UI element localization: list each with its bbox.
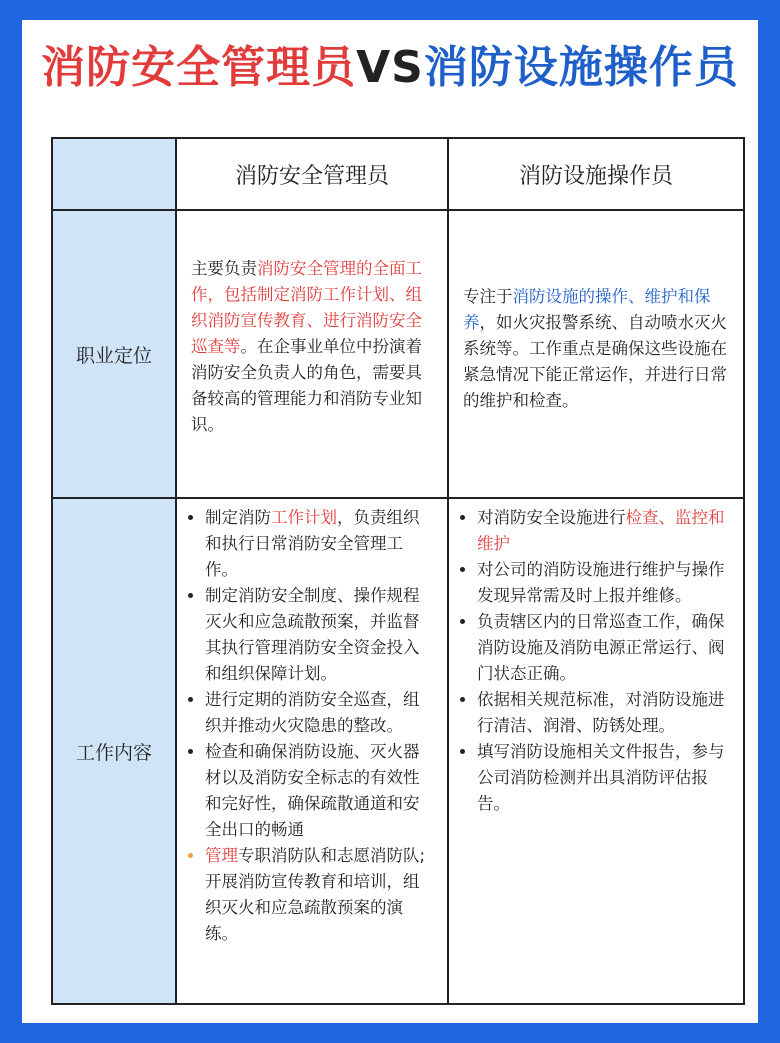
column-header-manager: 消防安全管理员 xyxy=(176,138,448,210)
table-row-positioning xyxy=(52,210,744,498)
list-item xyxy=(477,505,729,557)
list-item xyxy=(205,843,433,947)
title-manager: 消防安全管理员 xyxy=(41,42,357,93)
manager-positioning-text-rest: 。在企事业单位中扮演着消防安全负责人的角色，需要具备较高的管理能力和消防专业知识。 xyxy=(191,337,422,434)
list-item-text: 填写消防设施相关文件报告，参与公司消防检测并出具消防评估报告。 xyxy=(477,742,725,813)
list-item-highlight: 工作计划 xyxy=(271,508,337,527)
manager-positioning-text: 主要负责 xyxy=(191,259,257,278)
list-item-text-rest: 专职消防队和志愿消防队;开展消防宣传教育和培训，组织灭火和应急疏散预案的演练。 xyxy=(205,846,426,943)
operator-duties-list xyxy=(449,499,743,817)
list-item-text: 制定消防安全制度、操作规程灭火和应急疏散预案，并监督其执行管理消防安全资金投入和组织保障计划。 xyxy=(205,586,420,683)
list-item xyxy=(477,739,729,817)
header-corner-cell xyxy=(52,138,176,210)
list-item-highlight: 管理 xyxy=(205,846,238,865)
table-header-row xyxy=(52,138,744,210)
list-item-text: 制定消防 xyxy=(205,508,271,527)
list-item xyxy=(477,687,729,739)
list-item-text: 进行定期的消防安全巡查，组织并推动火灾隐患的整改。 xyxy=(205,690,420,735)
operator-positioning-text-rest: ，如火灾报警系统、自动喷水灭火系统等。工作重点是确保这些设施在紧急情况下能正常运作，并进行日常的维护和检查。 xyxy=(463,313,727,410)
row-header-positioning: 职业定位 xyxy=(52,210,176,498)
manager-duties-cell xyxy=(176,498,448,1004)
list-item xyxy=(477,557,729,609)
column-header-operator: 消防设施操作员 xyxy=(448,138,744,210)
title-vs: VS xyxy=(356,42,424,93)
operator-duties-cell xyxy=(448,498,744,1004)
row-header-duties: 工作内容 xyxy=(52,498,176,1004)
list-item-highlight: 检查、监控和维护 xyxy=(477,508,725,553)
title-operator: 消防设施操作员 xyxy=(423,42,739,93)
operator-positioning-highlight: 消防设施的操作、维护和保养 xyxy=(463,287,711,332)
list-item xyxy=(205,687,433,739)
manager-positioning-highlight: 消防安全管理的全面工作，包括制定消防工作计划、组织消防宣传教育、进行消防安全巡查等 xyxy=(191,259,422,356)
list-item-text: 负责辖区内的日常巡查工作，确保消防设施及消防电源正常运行、阀门状态正确。 xyxy=(477,612,725,683)
list-item xyxy=(205,739,433,843)
list-item-text: 依据相关规范标准，对消防设施进行清洁、润滑、防锈处理。 xyxy=(477,690,725,735)
list-item xyxy=(205,583,433,687)
manager-positioning-cell xyxy=(176,210,448,498)
table-row-duties xyxy=(52,498,744,1004)
poster-card xyxy=(22,20,758,1023)
list-item xyxy=(477,609,729,687)
operator-positioning-cell xyxy=(448,210,744,498)
page-title xyxy=(22,40,758,96)
list-item-text-rest: ，负责组织和执行日常消防安全管理工作。 xyxy=(205,508,420,579)
list-item xyxy=(205,505,433,583)
operator-positioning-text: 专注于 xyxy=(463,287,513,306)
list-item-text: 检查和确保消防设施、灭火器材以及消防安全标志的有效性和完好性，确保疏散通道和安全出口的畅通 xyxy=(205,742,420,839)
list-item-text: 对公司的消防设施进行维护与操作发现异常需及时上报并维修。 xyxy=(477,560,725,605)
manager-duties-list xyxy=(177,499,447,947)
comparison-table xyxy=(51,137,745,1005)
list-item-text: 对消防安全设施进行 xyxy=(477,508,626,527)
